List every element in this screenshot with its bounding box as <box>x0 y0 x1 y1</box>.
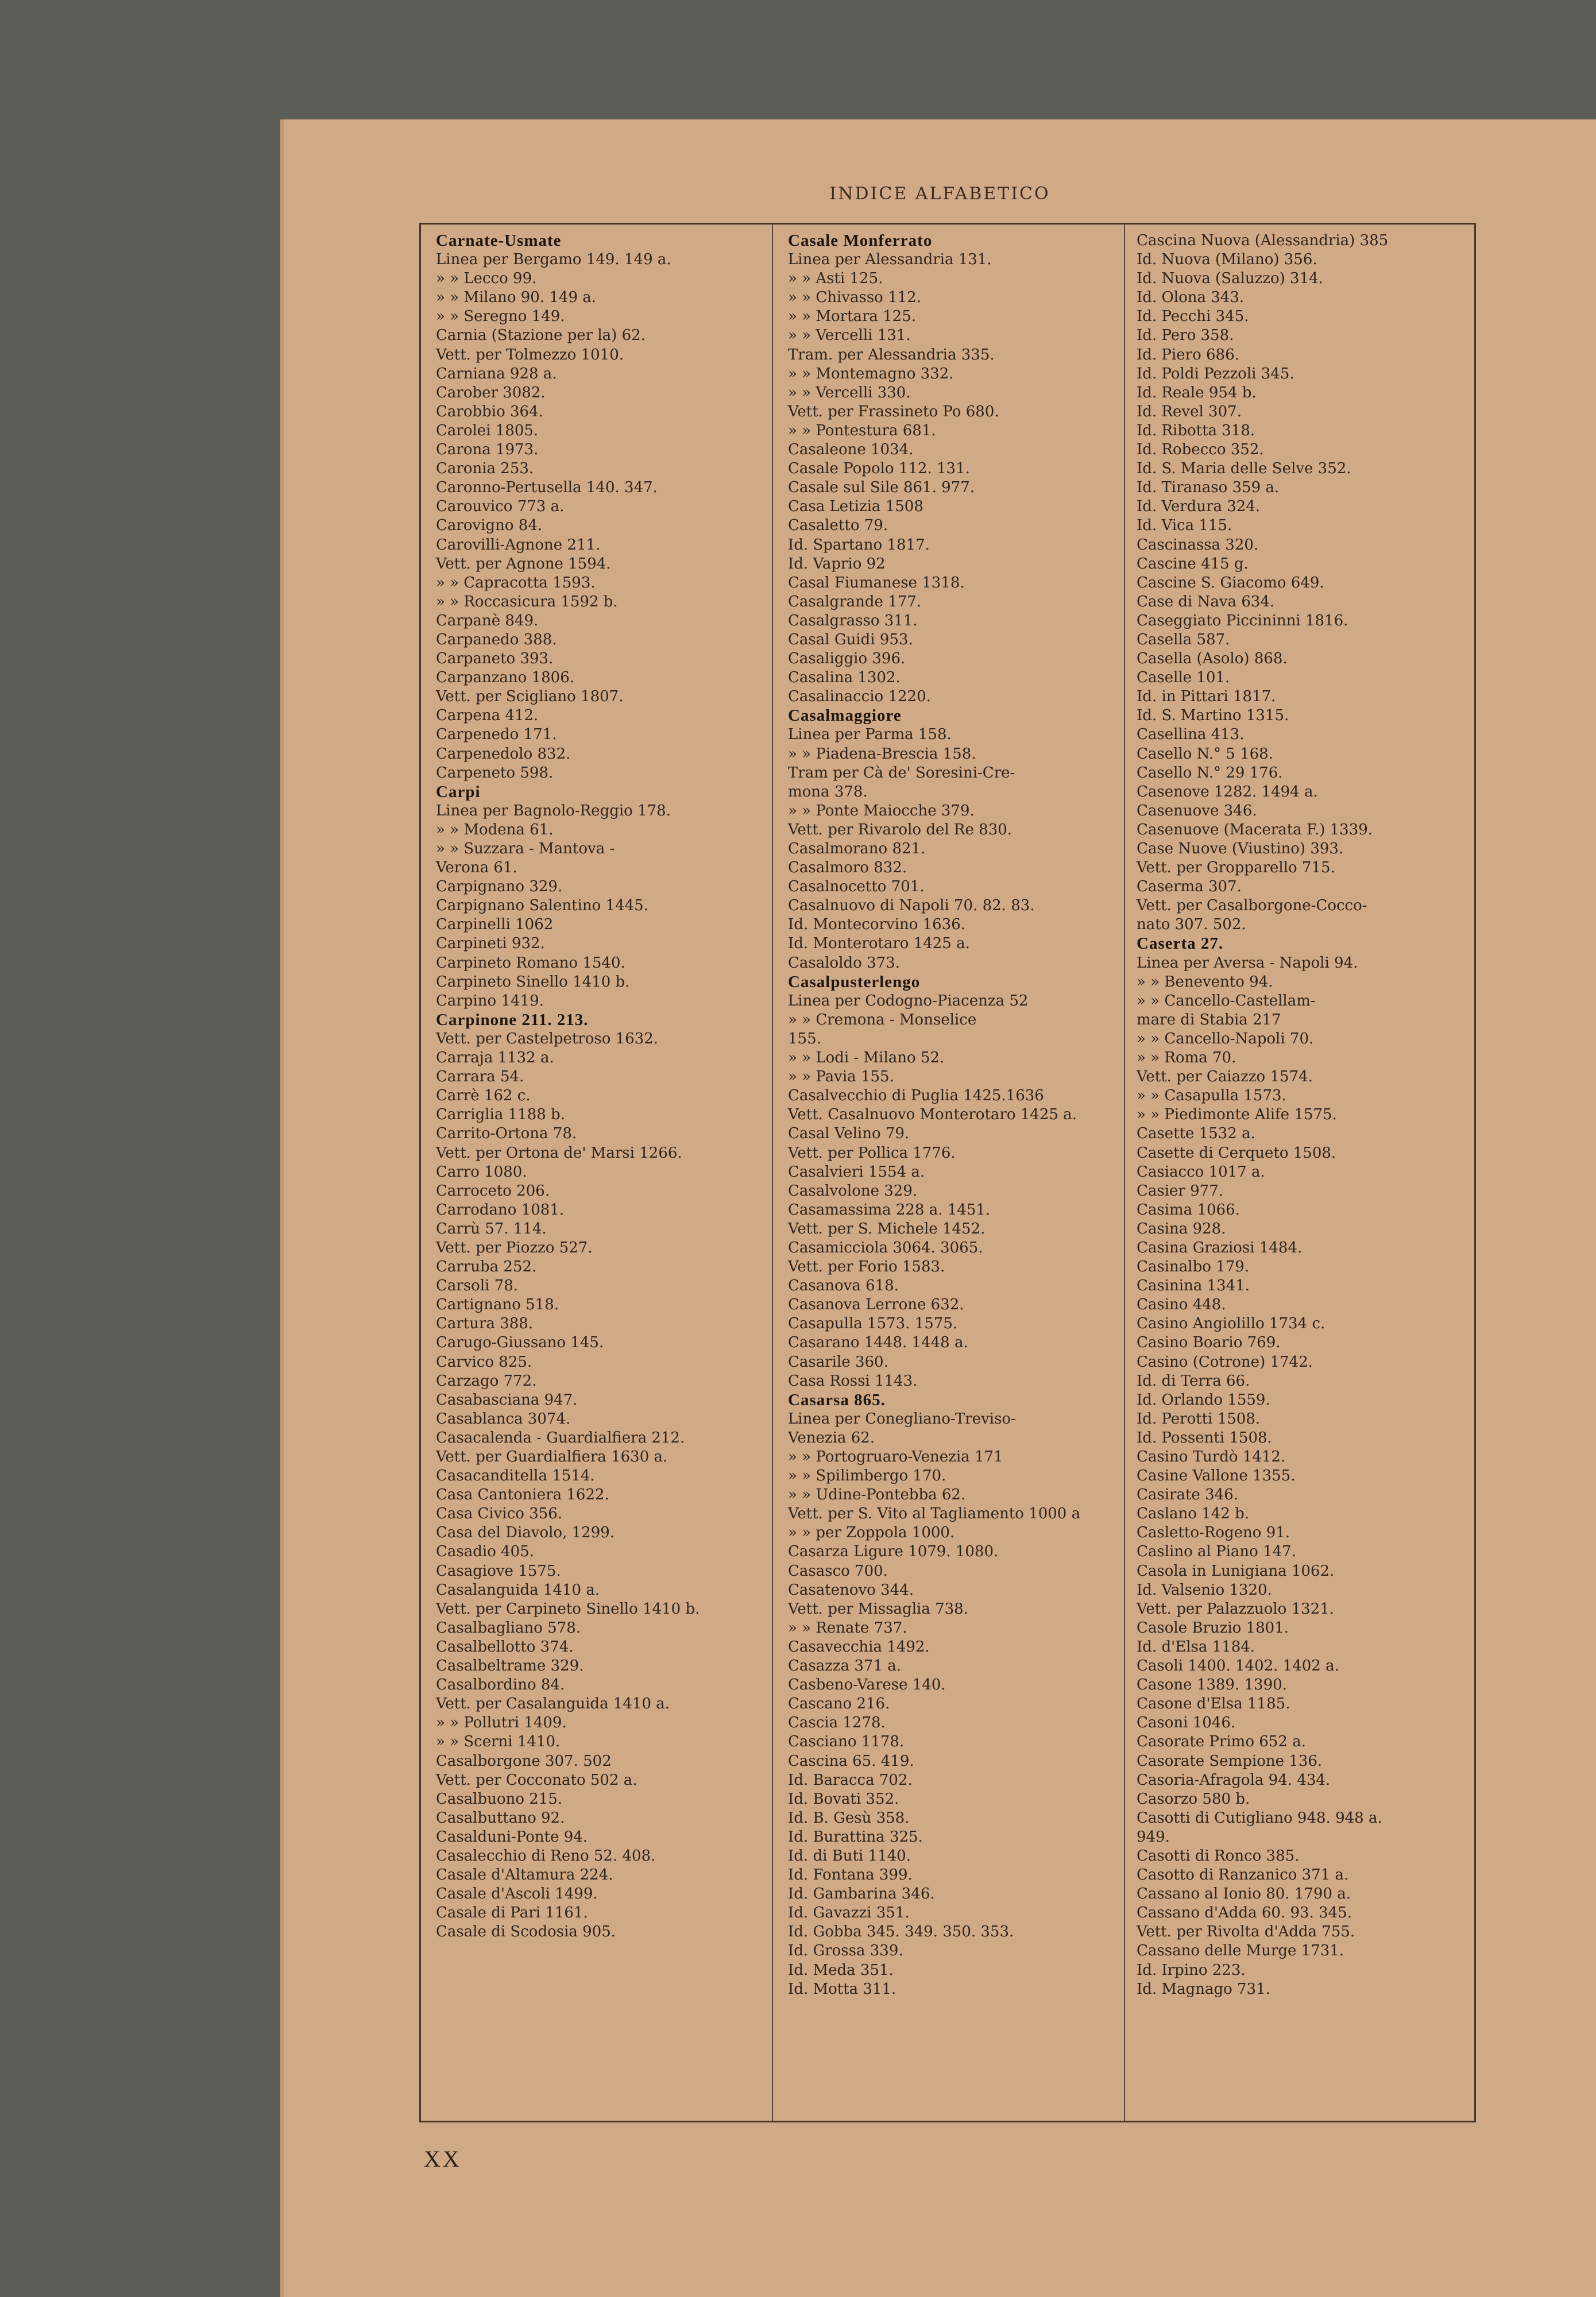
index-heading: Casarsa 865. <box>788 1390 886 1409</box>
index-entry: Casette di Cerqueto 1508. <box>1137 1144 1336 1162</box>
index-heading: Carpi <box>436 782 481 801</box>
index-entry: Cascinassa 320. <box>1137 536 1259 554</box>
index-entry: Casotti di Ronco 385. <box>1137 1847 1300 1865</box>
index-entry: Casino Angiolillo 1734 c. <box>1137 1315 1326 1333</box>
index-entry: Carouvico 773 a. <box>436 498 565 516</box>
index-entry: Casello N.° 29 176. <box>1137 764 1283 782</box>
index-entry: Carroceto 206. <box>436 1182 550 1200</box>
index-heading: Carnate-Usmate <box>436 231 562 250</box>
index-entry: Casarano 1448. 1448 a. <box>788 1334 968 1352</box>
index-entry: Id. Spartano 1817. <box>788 536 930 554</box>
book-page <box>280 119 1596 2297</box>
index-entry: » » Seregno 149. <box>436 308 565 326</box>
index-entry: Id. Motta 311. <box>788 1980 896 1998</box>
index-entry: » » Scerni 1410. <box>436 1733 561 1751</box>
index-entry: Casalbagliano 578. <box>436 1619 581 1637</box>
page-number: XX <box>424 2146 462 2172</box>
index-heading: Carpinone 211. 213. <box>436 1010 589 1029</box>
index-entry: Cascano 216. <box>788 1695 890 1713</box>
index-entry: Id. d'Elsa 1184. <box>1137 1638 1255 1656</box>
index-entry: Linea per Bergamo 149. 149 a. <box>436 251 671 269</box>
index-entry: 949. <box>1137 1828 1170 1846</box>
index-entry: Vett. per Carpineto Sinello 1410 b. <box>436 1600 700 1618</box>
index-column-1 <box>421 225 773 2121</box>
index-entry: Vett. per Casalborgone-Cocco- <box>1137 897 1367 915</box>
index-entry: Carpanzano 1806. <box>436 669 575 687</box>
index-entry: Cascine S. Giacomo 649. <box>1137 574 1324 591</box>
index-entry: Casalina 1302. <box>788 669 901 687</box>
index-entry: Casale Popolo 112. 131. <box>788 460 970 478</box>
index-entry: Carpignano 329. <box>436 878 563 896</box>
index-entry: Casinina 1341. <box>1137 1277 1250 1295</box>
index-entry: Casello N.° 5 168. <box>1137 745 1273 763</box>
index-entry: Casarza Ligure 1079. 1080. <box>788 1543 999 1561</box>
index-entry: Casalgrasso 311. <box>788 612 918 629</box>
index-entry: Cascina 65. 419. <box>788 1752 914 1770</box>
index-entry: » » Vercelli 131. <box>788 327 911 345</box>
index-entry: Vett. per Frassineto Po 680. <box>788 403 999 420</box>
index-entry: Carpino 1419. <box>436 992 544 1010</box>
index-entry: Casella 587. <box>1137 631 1230 648</box>
index-heading: Casalmaggiore <box>788 706 902 725</box>
index-entry: Id. Pecchi 345. <box>1137 308 1249 326</box>
index-entry: Casorate Primo 652 a. <box>1137 1733 1306 1751</box>
index-entry: Vett. per Cocconato 502 a. <box>436 1771 637 1789</box>
index-entry: » » Spilimbergo 170. <box>788 1467 946 1485</box>
index-entry: Casino Boario 769. <box>1137 1334 1281 1352</box>
index-entry: Carrodano 1081. <box>436 1201 565 1219</box>
index-entry: Cascine 415 g. <box>1137 555 1249 573</box>
index-entry: Vett. per Casalanguida 1410 a. <box>436 1695 670 1713</box>
index-entry: Casa Letizia 1508 <box>788 498 923 516</box>
index-entry: Casale di Scodosia 905. <box>436 1923 616 1941</box>
index-entry: Vett. per Scigliano 1807. <box>436 688 624 706</box>
index-entry: Casalborgone 307. 502 <box>436 1752 612 1770</box>
index-entry: Casalbuono 215. <box>436 1790 563 1808</box>
index-entry: Casalvieri 1554 a. <box>788 1163 925 1181</box>
index-entry: Casalmorano 821. <box>788 840 926 857</box>
index-entry: Casoria-Afragola 94. 434. <box>1137 1771 1331 1789</box>
index-entry: Casotti di Cutigliano 948. 948 a. <box>1137 1809 1382 1827</box>
index-entry: » » Roccasicura 1592 b. <box>436 593 618 610</box>
index-entry: » » Lecco 99. <box>436 270 537 288</box>
index-entry: Caserma 307. <box>1137 878 1242 896</box>
index-entry: Linea per Aversa - Napoli 94. <box>1137 954 1358 972</box>
index-entry: Casapulla 1573. 1575. <box>788 1315 958 1333</box>
index-entry: Carpenedo 171. <box>436 726 557 744</box>
index-entry: Id. Pero 358. <box>1137 327 1234 345</box>
index-entry: Id. Grossa 339. <box>788 1942 903 1960</box>
index-entry: Carrito-Ortona 78. <box>436 1125 577 1143</box>
index-entry: Casalbordino 84. <box>436 1676 565 1694</box>
index-entry: Carrù 57. 114. <box>436 1220 547 1238</box>
index-entry: Casazza 371 a. <box>788 1657 902 1675</box>
index-entry: Casine Vallone 1355. <box>1137 1467 1296 1485</box>
index-entry: Id. S. Maria delle Selve 352. <box>1137 460 1351 478</box>
index-entry: » » Cancello-Napoli 70. <box>1137 1030 1314 1047</box>
index-entry: Carsoli 78. <box>436 1277 519 1295</box>
index-entry: Casale sul Sile 861. 977. <box>788 479 975 497</box>
index-entry: » » Asti 125. <box>788 270 883 288</box>
index-entry: Cassano al Ionio 80. 1790 a. <box>1137 1885 1351 1903</box>
index-entry: Carraja 1132 a. <box>436 1049 554 1067</box>
index-entry: Id. Revel 307. <box>1137 403 1242 420</box>
index-entry: Casalbuttano 92. <box>436 1809 565 1827</box>
index-entry: » » Lodi - Milano 52. <box>788 1049 945 1067</box>
index-column-3 <box>1125 225 1476 2121</box>
index-entry: Vett. per Rivarolo del Re 830. <box>788 821 1013 838</box>
index-entry: Casalvecchio di Puglia 1425.1636 <box>788 1087 1044 1105</box>
index-entry: Carpinelli 1062 <box>436 916 554 934</box>
index-entry: Vett. per Caiazzo 1574. <box>1137 1068 1313 1086</box>
index-entry: Carpenedolo 832. <box>436 745 571 763</box>
index-entry: Venezia 62. <box>788 1429 875 1447</box>
index-entry: Carrè 162 c. <box>436 1087 531 1105</box>
index-entry: Casino Turdò 1412. <box>1137 1448 1286 1465</box>
index-heading: Casalpusterlengo <box>788 972 921 991</box>
index-entry: Carpineto Romano 1540. <box>436 954 625 972</box>
index-entry: Id. Gobba 345. 349. 350. 353. <box>788 1923 1014 1941</box>
index-entry: » » Milano 90. 149 a. <box>436 289 597 307</box>
index-entry: Casletto-Rogeno 91. <box>1137 1524 1290 1542</box>
index-entry: Vett. per Guardialfiera 1630 a. <box>436 1448 668 1465</box>
index-entry: Id. Olona 343. <box>1137 289 1245 307</box>
index-entry: » » Roma 70. <box>1137 1049 1236 1067</box>
index-entry: Casaloldo 373. <box>788 954 900 972</box>
index-entry: Verona 61. <box>436 859 517 877</box>
index-entry: Carvico 825. <box>436 1353 532 1371</box>
index-entry: Casalnuovo di Napoli 70. 82. 83. <box>788 897 1035 915</box>
index-entry: nato 307. 502. <box>1137 916 1246 934</box>
index-entry: Id. di Buti 1140. <box>788 1847 911 1865</box>
index-entry: Vett. per Missaglia 738. <box>788 1600 968 1618</box>
index-entry: Casciano 1178. <box>788 1733 905 1751</box>
index-entry: Linea per Alessandria 131. <box>788 251 992 269</box>
index-entry: Carpanedo 388. <box>436 631 557 648</box>
index-entry: Casaletto 79. <box>788 517 888 535</box>
index-entry: Casiacco 1017 a. <box>1137 1163 1265 1181</box>
index-entry: mare di Stabia 217 <box>1137 1011 1281 1028</box>
index-entry: Id. di Terra 66. <box>1137 1372 1250 1390</box>
index-entry: » » Vercelli 330. <box>788 384 911 401</box>
index-entry: Cartignano 518. <box>436 1296 559 1314</box>
index-entry: Vett. per Rivolta d'Adda 755. <box>1137 1923 1355 1941</box>
index-entry: Id. Monterotaro 1425 a. <box>788 935 970 953</box>
index-entry: Casenuove 346. <box>1137 802 1257 819</box>
index-entry: Id. Robecco 352. <box>1137 441 1264 459</box>
index-entry: Case Nuove (Viustino) 393. <box>1137 840 1344 857</box>
index-entry: Casole Bruzio 1801. <box>1137 1619 1289 1637</box>
index-entry: Vett. per Forio 1583. <box>788 1258 945 1276</box>
index-entry: Casino (Cotrone) 1742. <box>1137 1353 1313 1371</box>
index-entry: Casino 448. <box>1137 1296 1226 1314</box>
index-entry: Casone d'Elsa 1185. <box>1137 1695 1290 1713</box>
index-entry: Casa Rossi 1143. <box>788 1372 918 1390</box>
index-entry: Carovilli-Agnone 211. <box>436 536 601 554</box>
index-entry: Casalinaccio 1220. <box>788 688 931 706</box>
index-entry: Casa Cantoniera 1622. <box>436 1486 609 1504</box>
index-entry: Casola in Lunigiana 1062. <box>1137 1562 1335 1580</box>
index-entry: Tram. per Alessandria 335. <box>788 346 995 364</box>
index-entry: » » Pavia 155. <box>788 1068 894 1086</box>
index-entry: » » Udine-Pontebba 62. <box>788 1486 966 1504</box>
index-entry: Carzago 772. <box>436 1372 537 1390</box>
index-entry: Casima 1066. <box>1137 1201 1240 1219</box>
index-frame <box>419 223 1476 2122</box>
index-entry: Caronno-Pertusella 140. 347. <box>436 479 658 497</box>
index-entry: Carriglia 1188 b. <box>436 1106 565 1124</box>
index-entry: Linea per Parma 158. <box>788 726 952 744</box>
index-entry: Casotto di Ranzanico 371 a. <box>1137 1866 1349 1884</box>
index-entry: Carpena 412. <box>436 707 539 725</box>
index-entry: Id. S. Martino 1315. <box>1137 707 1289 725</box>
index-entry: Id. Ribotta 318. <box>1137 421 1255 439</box>
index-entry: Vett. per Tolmezzo 1010. <box>436 346 624 364</box>
index-heading: Casale Monferrato <box>788 231 933 250</box>
index-entry: Carniana 928 a. <box>436 365 557 382</box>
index-entry: » » Benevento 94. <box>1137 973 1273 991</box>
index-entry: Casablanca 3074. <box>436 1410 571 1428</box>
index-entry: » » Pontestura 681. <box>788 421 936 439</box>
index-entry: » » Mortara 125. <box>788 308 917 326</box>
index-entry: Id. Fontana 399. <box>788 1866 913 1884</box>
index-entry: Carpineti 932. <box>436 935 545 953</box>
index-entry: Casa del Diavolo, 1299. <box>436 1524 615 1542</box>
index-entry: Casale di Pari 1161. <box>436 1904 588 1922</box>
index-entry: Carrara 54. <box>436 1068 524 1086</box>
index-entry: Id. Bovati 352. <box>788 1790 899 1808</box>
index-entry: Carnia (Stazione per la) 62. <box>436 327 646 345</box>
index-entry: Casorate Sempione 136. <box>1137 1752 1323 1770</box>
index-entry: Casatenovo 344. <box>788 1581 914 1599</box>
index-entry: » » Renate 737. <box>788 1619 907 1637</box>
index-entry: Carruba 252. <box>436 1258 537 1276</box>
index-entry: Casbeno-Varese 140. <box>788 1676 946 1694</box>
index-entry: Cascina Nuova (Alessandria) 385 <box>1137 232 1389 249</box>
index-entry: Casenuove (Macerata F.) 1339. <box>1137 821 1373 838</box>
index-entry: Casalgrande 177. <box>788 593 922 610</box>
index-entry: » » Pollutri 1409. <box>436 1714 567 1732</box>
index-entry: Id. in Pittari 1817. <box>1137 688 1276 706</box>
index-entry: » » Piadena-Brescia 158. <box>788 745 976 763</box>
index-entry: Linea per Conegliano-Treviso- <box>788 1410 1016 1428</box>
index-entry: » » per Zoppola 1000. <box>788 1524 955 1542</box>
index-entry: Casavecchia 1492. <box>788 1638 930 1656</box>
index-entry: Id. Verdura 324. <box>1137 498 1261 516</box>
index-entry: Casenove 1282. 1494 a. <box>1137 783 1318 801</box>
index-entry: » » Cremona - Monselice <box>788 1011 977 1028</box>
index-entry: Id. Baracca 702. <box>788 1771 913 1789</box>
index-entry: Casanova Lerrone 632. <box>788 1296 964 1314</box>
index-entry: » » Cancello-Castellam- <box>1137 992 1316 1010</box>
index-entry: » » Casapulla 1573. <box>1137 1087 1286 1105</box>
index-entry: Tram per Cà de' Soresini-Cre- <box>788 764 1015 782</box>
index-entry: Vett. per Castelpetroso 1632. <box>436 1030 659 1047</box>
index-entry: Casalduni-Ponte 94. <box>436 1828 588 1846</box>
index-entry: Carpaneto 393. <box>436 650 554 668</box>
index-entry: Carona 1973. <box>436 441 539 459</box>
index-entry: Vett. per Palazzuolo 1321. <box>1137 1600 1335 1618</box>
index-entry: Casamicciola 3064. 3065. <box>788 1239 983 1256</box>
index-entry: Carugo-Giussano 145. <box>436 1334 604 1352</box>
index-column-2 <box>773 225 1125 2121</box>
index-entry: » » Piedimonte Alife 1575. <box>1137 1106 1337 1124</box>
index-entry: Casinalbo 179. <box>1137 1258 1250 1276</box>
index-entry: Casanova 618. <box>788 1277 899 1295</box>
index-entry: Casina Graziosi 1484. <box>1137 1239 1303 1256</box>
index-entry: Casacalenda - Guardialfiera 212. <box>436 1429 685 1447</box>
index-entry: Cassano delle Murge 1731. <box>1137 1942 1344 1960</box>
index-entry: Carolei 1805. <box>436 421 539 439</box>
index-entry: Cartura 388. <box>436 1315 534 1333</box>
index-entry: Id. Magnago 731. <box>1137 1980 1270 1998</box>
index-entry: Cassano d'Adda 60. 93. 345. <box>1137 1904 1352 1922</box>
index-entry: Id. B. Gesù 358. <box>788 1809 910 1827</box>
index-entry: Carpeneto 598. <box>436 764 554 782</box>
index-entry: Case di Nava 634. <box>1137 593 1275 610</box>
index-entry: » » Modena 61. <box>436 821 554 838</box>
index-entry: 155. <box>788 1030 821 1047</box>
index-entry: Id. Montecorvino 1636. <box>788 916 966 934</box>
index-entry: Id. Poldi Pezzoli 345. <box>1137 365 1294 382</box>
index-entry: Caslano 142 b. <box>1137 1505 1250 1523</box>
index-entry: » » Suzzara - Mantova - <box>436 840 615 857</box>
index-entry: » » Montemagno 332. <box>788 365 954 382</box>
index-entry: Casagiove 1575. <box>436 1562 561 1580</box>
index-entry: Id. Vica 115. <box>1137 517 1232 535</box>
index-entry: Vett. per Gropparello 715. <box>1137 859 1335 877</box>
index-entry: Casarile 360. <box>788 1353 888 1371</box>
index-entry: » » Ponte Maiocche 379. <box>788 802 975 819</box>
index-entry: Linea per Bagnolo-Reggio 178. <box>436 802 671 819</box>
index-entry: Casier 977. <box>1137 1182 1224 1200</box>
index-entry: Vett. per S. Michele 1452. <box>788 1220 986 1238</box>
index-entry: Casal Guidi 953. <box>788 631 913 648</box>
index-entry: Id. Vaprio 92 <box>788 555 886 573</box>
page-header: INDICE ALFABETICO <box>829 184 1050 204</box>
index-entry: » » Capracotta 1593. <box>436 574 596 591</box>
index-entry: Casoni 1046. <box>1137 1714 1236 1732</box>
index-entry: Carober 3082. <box>436 384 546 401</box>
index-entry: Id. Nuova (Saluzzo) 314. <box>1137 270 1323 288</box>
index-entry: Id. Burattina 325. <box>788 1828 923 1846</box>
index-entry: Casorzo 580 b. <box>1137 1790 1250 1808</box>
index-entry: Casal Velino 79. <box>788 1125 910 1143</box>
index-entry: Casadio 405. <box>436 1543 535 1561</box>
index-entry: Id. Tiranaso 359 a. <box>1137 479 1280 497</box>
index-entry: Carpanè 849. <box>436 612 539 629</box>
index-entry: Casaliggio 396. <box>788 650 906 668</box>
index-entry: Carobbio 364. <box>436 403 543 420</box>
index-entry: Casamassima 228 a. 1451. <box>788 1201 991 1219</box>
index-entry: mona 378. <box>788 783 868 801</box>
index-entry: Id. Nuova (Milano) 356. <box>1137 251 1317 269</box>
index-entry: Casoli 1400. 1402. 1402 a. <box>1137 1657 1339 1675</box>
index-entry: Id. Possenti 1508. <box>1137 1429 1272 1447</box>
index-entry: Casirate 346. <box>1137 1486 1238 1504</box>
index-entry: Id. Meda 351. <box>788 1961 894 1979</box>
index-entry: Id. Valsenio 1320. <box>1137 1581 1272 1599</box>
index-entry: Id. Gavazzi 351. <box>788 1904 910 1922</box>
index-entry: Id. Orlando 1559. <box>1137 1391 1270 1409</box>
index-entry: Casalbellotto 374. <box>436 1638 574 1656</box>
index-entry: Id. Perotti 1508. <box>1137 1410 1261 1428</box>
index-entry: Carpineto Sinello 1410 b. <box>436 973 630 991</box>
index-entry: Casalbeltrame 329. <box>436 1657 584 1675</box>
index-entry: Carpignano Salentino 1445. <box>436 897 648 915</box>
index-entry: Casalecchio di Reno 52. 408. <box>436 1847 656 1865</box>
index-entry: Casa Civico 356. <box>436 1505 563 1523</box>
index-entry: Vett. per S. Vito al Tagliamento 1000 a <box>788 1505 1081 1523</box>
index-entry: Casette 1532 a. <box>1137 1125 1255 1143</box>
index-entry: Casalvolone 329. <box>788 1182 918 1200</box>
index-entry: Linea per Codogno-Piacenza 52 <box>788 992 1029 1010</box>
index-entry: Caseggiato Piccininni 1816. <box>1137 612 1348 629</box>
index-entry: Id. Gambarina 346. <box>788 1885 935 1903</box>
index-entry: » » Chivasso 112. <box>788 289 921 307</box>
index-entry: Casal Fiumanese 1318. <box>788 574 965 591</box>
index-entry: Casellina 413. <box>1137 726 1245 744</box>
index-entry: Caselle 101. <box>1137 669 1230 687</box>
index-entry: Casale d'Altamura 224. <box>436 1866 613 1884</box>
index-heading: Caserta 27. <box>1137 934 1224 953</box>
index-entry: Vett. per Pollica 1776. <box>788 1144 956 1162</box>
index-entry: Casone 1389. 1390. <box>1137 1676 1287 1694</box>
index-entry: Casale d'Ascoli 1499. <box>436 1885 598 1903</box>
index-entry: » » Portogruaro-Venezia 171 <box>788 1448 1003 1465</box>
index-entry: Id. Irpino 223. <box>1137 1961 1246 1979</box>
index-entry: Casacanditella 1514. <box>436 1467 595 1485</box>
index-entry: Casasco 700. <box>788 1562 888 1580</box>
index-entry: Casalanguida 1410 a. <box>436 1581 600 1599</box>
index-entry: Vett. per Piozzo 527. <box>436 1239 593 1256</box>
index-entry: Cascia 1278. <box>788 1714 886 1732</box>
index-entry: Vett. per Ortona de' Marsi 1266. <box>436 1144 682 1162</box>
index-entry: Caslino al Piano 147. <box>1137 1543 1296 1561</box>
index-entry: Carro 1080. <box>436 1163 527 1181</box>
index-entry: Casalmoro 832. <box>788 859 907 877</box>
index-entry: Id. Piero 686. <box>1137 346 1239 364</box>
index-entry: Carovigno 84. <box>436 517 543 535</box>
index-entry: Casina 928. <box>1137 1220 1226 1238</box>
index-entry: Casabasciana 947. <box>436 1391 578 1409</box>
index-entry: Caronia 253. <box>436 460 534 478</box>
index-entry: Id. Reale 954 b. <box>1137 384 1257 401</box>
index-entry: Casaleone 1034. <box>788 441 914 459</box>
index-entry: Casalnocetto 701. <box>788 878 925 896</box>
index-entry: Vett. Casalnuovo Monterotaro 1425 a. <box>788 1106 1077 1124</box>
index-entry: Vett. per Agnone 1594. <box>436 555 611 573</box>
index-entry: Casella (Asolo) 868. <box>1137 650 1288 668</box>
